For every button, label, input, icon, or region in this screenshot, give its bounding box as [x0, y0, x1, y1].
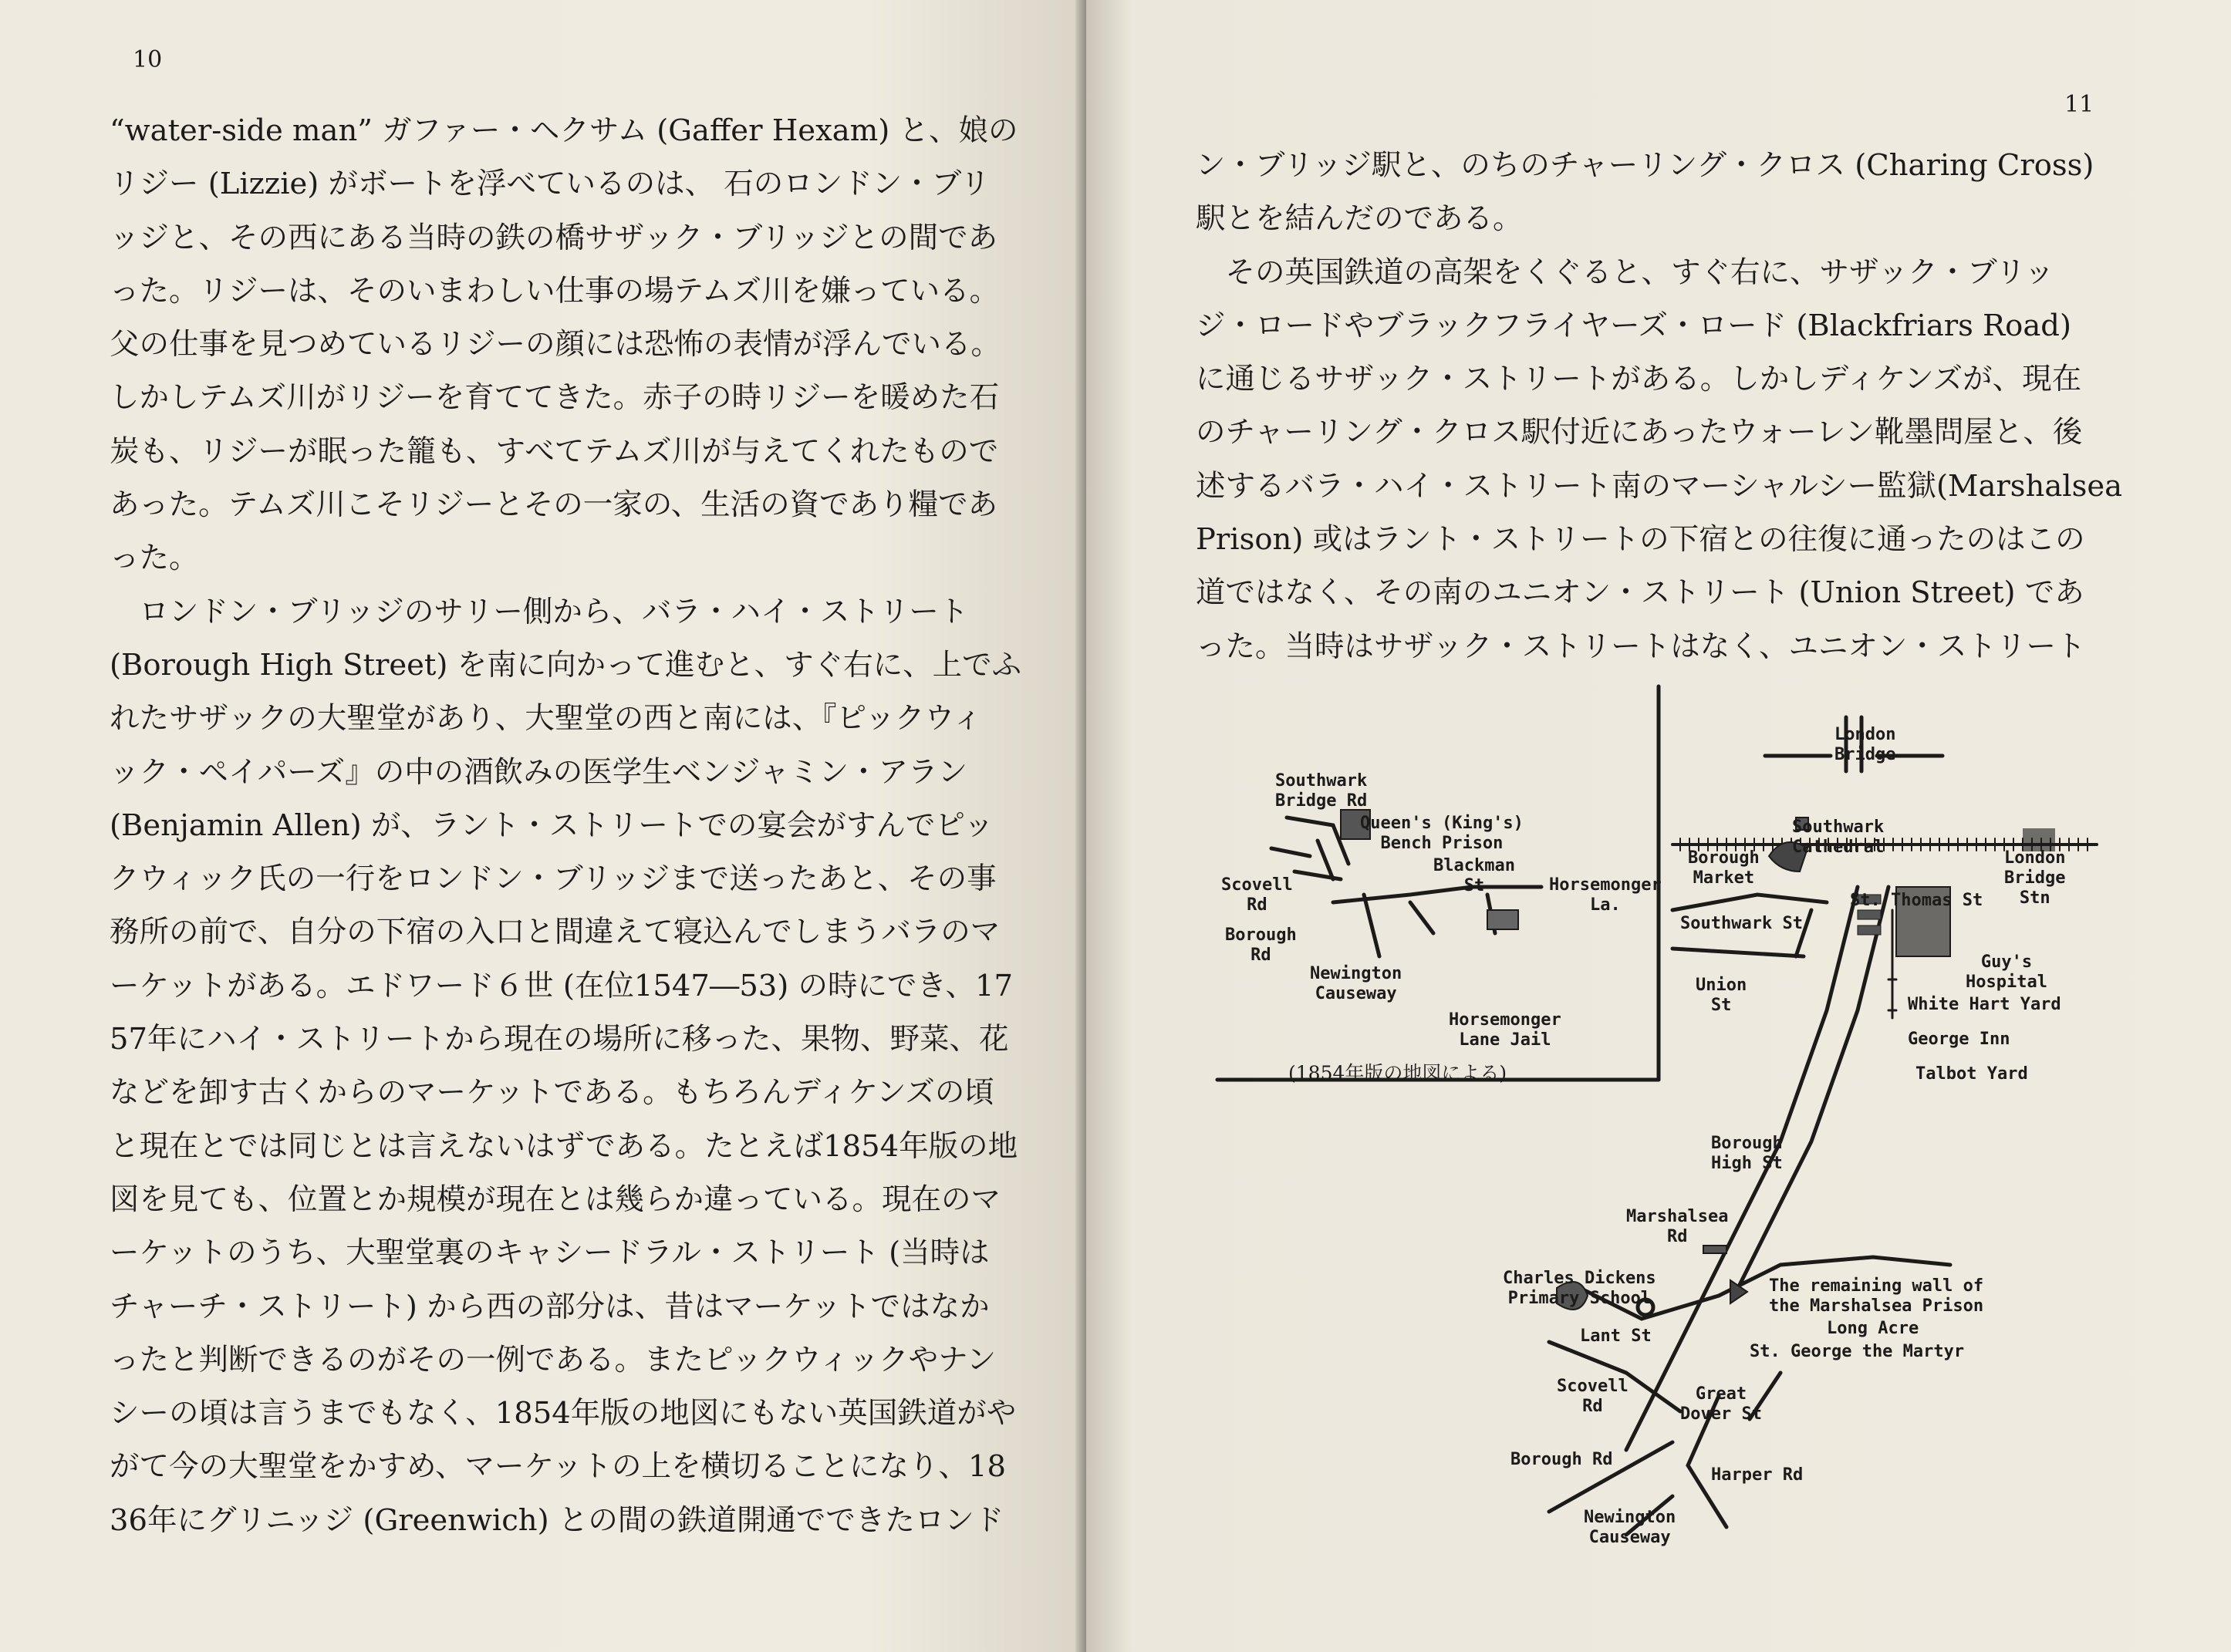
text-line: 36年にグリニッジ (Greenwich) との間の鉄道開通でできたロンド — [110, 1502, 1004, 1538]
right-page — [1086, 0, 2231, 1652]
text-line: (Borough High Street) を南に向かって進むと、すぐ右に、上でふ — [110, 647, 1022, 683]
map-label-newington-causeway-top — [1310, 964, 1402, 1004]
text-line: (Benjamin Allen) が、ラント・ストリートでの宴会がすんでピッ — [110, 807, 994, 843]
text-line: ジ・ロードやブラックフライヤーズ・ロード (Blackfriars Road) — [1196, 308, 2071, 343]
text-line: Prison) 或はラント・ストリートの下宿との往復に通ったのはこの — [1196, 522, 2085, 558]
left-body-text — [110, 104, 1021, 1547]
map-label-st-george — [1750, 1342, 1964, 1362]
map-label-great-dover-st — [1680, 1384, 1762, 1424]
map-label-line: Southwark St — [1680, 914, 1803, 933]
map-label-line: Union — [1696, 976, 1747, 995]
map-label-line: Guy's — [1980, 952, 2033, 972]
map-label-borough-high-st — [1711, 1134, 1783, 1174]
map-label-lant-st — [1580, 1327, 1652, 1347]
map-label-line: Borough — [1688, 848, 1760, 868]
text-line: った。 — [110, 541, 199, 576]
map-label-line: St. George the Martyr — [1750, 1342, 1965, 1361]
text-line: った。当時はサザック・ストリートはなく、ユニオン・ストリート — [1196, 629, 2086, 664]
map-label-line: George Inn — [1908, 1030, 2010, 1049]
map-label-line: Bridge Rd — [1275, 791, 1368, 811]
map-label-line: Talbot Yard — [1915, 1064, 2028, 1084]
map-label-line: Horsemonger — [1549, 875, 1662, 895]
text-line: 駅とを結んだのである。 — [1196, 201, 1523, 237]
text-line: 57年にハイ・ストリートから現在の場所に移った、果物、野菜、花 — [110, 1022, 1009, 1057]
map-label-line: Borough — [1225, 925, 1297, 945]
text-line: れたサザックの大聖堂があり、大聖堂の西と南には、『ピックウィ — [110, 701, 983, 737]
map-label-line: La. — [1589, 895, 1621, 915]
map-label-line: The remaining wall of — [1769, 1276, 1984, 1296]
map-label-line: Newington — [1584, 1508, 1676, 1527]
map-label-southwark-st — [1680, 914, 1803, 934]
text-line: がて今の大聖堂をかすめ、マーケットの上を横切ることになり、18 — [110, 1449, 1007, 1485]
map-label-line: Stn — [2019, 888, 2050, 908]
text-line: 務所の前で、自分の下宿の入口と間違えて寝込んでしまうバラのマ — [110, 915, 1001, 950]
map-label-dickens-school — [1503, 1269, 1656, 1309]
map-label-line: Causeway — [1315, 984, 1397, 1003]
map-label-borough-market — [1688, 848, 1760, 888]
text-line: 述するバラ・ハイ・ストリート南のマーシャルシー監獄(Marshalsea — [1196, 468, 2123, 504]
map-label-london-bridge-stn — [2004, 848, 2065, 909]
text-line: ン・ブリッジ駅と、のちのチャーリング・クロス (Charing Cross) — [1196, 148, 2094, 183]
map-label-line: St — [1463, 876, 1485, 895]
map-label-line: Southwark — [1275, 771, 1368, 791]
map-label-line: Hospital — [1966, 973, 2047, 992]
map-label-line: Bench Prison — [1380, 834, 1504, 853]
map-label-line: High St — [1711, 1154, 1783, 1173]
text-line: ロンドン・ブリッジのサリー側から、バラ・ハイ・ストリート — [110, 594, 969, 629]
map-label-line: Borough — [1711, 1134, 1783, 1153]
text-line: 炭も、リジーが眠った籠も、すべてテムズ川が与えてくれたもので — [110, 433, 999, 469]
map-label-line: Rd — [1251, 946, 1271, 965]
map-figure — [1086, 679, 2231, 1643]
map-label-horsemonger-la — [1549, 875, 1662, 915]
map-label-line: the Marshalsea Prison — [1769, 1296, 1984, 1316]
map-label-harper-rd — [1711, 1465, 1803, 1485]
text-line: に通じるサザック・ストリートがある。しかしディケンズが、現在 — [1196, 362, 2082, 397]
map-label-scovell-rd-bottom — [1557, 1377, 1629, 1417]
map-label-southwark-cathedral — [1792, 818, 1884, 858]
map-label-line: Lane Jail — [1459, 1030, 1551, 1050]
map-label-line: Scovell — [1221, 875, 1293, 895]
left-page — [0, 0, 1086, 1652]
right-body-text — [1196, 139, 2122, 673]
map-label-line: Rd — [1666, 1227, 1688, 1246]
text-line: と現在とでは同じとは言えないはずである。たとえば1854年版の地 — [110, 1128, 1018, 1164]
left-page-number: 10 — [133, 46, 163, 73]
map-label-line: London — [1834, 725, 1896, 744]
map-label-southwark-bridge-rd — [1275, 771, 1367, 811]
map-label-guys-hospital — [1966, 952, 2047, 993]
map-label-line: Queen's (King's) — [1360, 814, 1524, 833]
map-label-line: Newington — [1310, 964, 1402, 983]
map-label-line: Cathedral — [1792, 838, 1885, 857]
text-line: “water-side man” ガファー・ヘクサム (Gaffer Hexam) と、娘の — [110, 113, 1018, 148]
map-label-newington-causeway-bottom — [1584, 1508, 1676, 1548]
text-line: などを卸す古くからのマーケットである。もちろんディケンズの頃 — [110, 1075, 994, 1111]
text-line: しかしテムズ川がリジーを育ててきた。赤子の時リジーを暖めた石 — [110, 380, 1000, 416]
map-label-remaining-wall — [1769, 1276, 1983, 1317]
map-label-union-st — [1696, 976, 1747, 1016]
text-line: その英国鉄道の高架をくぐると、すぐ右に、サザック・ブリッ — [1196, 255, 2054, 290]
text-line: ック・ペイパーズ』の中の酒飲みの医学生ベンジャミン・アラン — [110, 754, 968, 790]
map-label-london-bridge — [1834, 725, 1895, 765]
text-line: クウィック氏の一行をロンドン・ブリッジまで送ったあと、その事 — [110, 861, 997, 897]
right-page-number: 11 — [2064, 91, 2094, 118]
map-label-line: White Hart Yard — [1908, 995, 2061, 1014]
map-label-line: Bridge — [1834, 745, 1896, 764]
text-line: 道ではなく、その南のユニオン・ストリート (Union Street) であ — [1196, 575, 2084, 611]
map-label-long-acre — [1827, 1319, 1919, 1339]
map-label-line: Lant St — [1580, 1327, 1652, 1346]
text-line: ーケットのうち、大聖堂裏のキャシードラル・ストリート (当時は — [110, 1236, 990, 1271]
map-label-line: Rd — [1247, 895, 1267, 915]
text-line: った。リジーは、そのいまわしい仕事の場テムズ川を嫌っている。 — [110, 273, 1000, 308]
map-label-borough-rd-bottom — [1510, 1450, 1612, 1470]
text-line: ッジと、その西にある当時の鉄の橋サザック・ブリッジとの間であ — [110, 220, 998, 255]
map-label-borough-rd-top — [1225, 925, 1297, 966]
map-label-line: Bridge — [2004, 868, 2066, 888]
map-label-talbot-yard — [1915, 1064, 2028, 1084]
map-label-scovell-rd-top — [1221, 875, 1293, 915]
map-label-white-hart-yard — [1908, 995, 2061, 1015]
map-label-line: Great — [1695, 1384, 1747, 1404]
text-line: チャーチ・ストリート) から西の部分は、昔はマーケットではなか — [110, 1289, 990, 1324]
map-label-line: Horsemonger — [1449, 1010, 1561, 1030]
map-label-george-inn — [1908, 1030, 2010, 1050]
map-label-line: Southwark — [1792, 818, 1885, 837]
map-label-st-thomas-st — [1850, 891, 1983, 911]
map-label-line: Blackman — [1433, 856, 1515, 875]
text-line: シーの頃は言うまでもなく、1854年版の地図にもない英国鉄道がや — [110, 1396, 1017, 1431]
map-label-line: Market — [1693, 868, 1755, 888]
text-line: 図を見ても、位置とか規模が現在とは幾らか違っている。現在のマ — [110, 1182, 1001, 1217]
map-label-line: London — [2004, 848, 2066, 868]
text-line: リジー (Lizzie) がボートを浮べているのは、 石のロンドン・ブリ — [110, 167, 991, 202]
map-label-marshalsea-rd — [1626, 1207, 1728, 1247]
text-line: ったと判断できるのがその一例である。またピックウィックやナン — [110, 1342, 997, 1377]
map-label-line: Primary School — [1507, 1289, 1652, 1308]
map-label-horsemonger-jail — [1449, 1010, 1561, 1050]
text-line: のチャーリング・クロス駅付近にあったウォーレン靴墨問屋と、後 — [1196, 415, 2083, 450]
map-label-line: St. Thomas St — [1850, 891, 1983, 910]
map-label-queens-bench — [1360, 814, 1524, 854]
text-line: 父の仕事を見つめているリジーの顔には恐怖の表情が浮んでいる。 — [110, 327, 1001, 362]
map-label-blackman-st — [1433, 856, 1515, 896]
text-line: ーケットがある。エドワード６世 (在位1547―53) の時にでき、17 — [110, 968, 1014, 1003]
map-label-line: Long Acre — [1827, 1319, 1919, 1338]
map-label-line: Charles Dickens — [1503, 1269, 1656, 1288]
map-label-line: Marshalsea — [1626, 1207, 1729, 1226]
map-label-line: St — [1710, 996, 1732, 1015]
map-label-line: Scovell — [1557, 1377, 1629, 1396]
map-caption: (1854年版の地図による) — [1288, 1062, 1507, 1084]
map-label-line: Causeway — [1588, 1528, 1671, 1547]
map-label-line: Harper Rd — [1711, 1465, 1804, 1485]
map-label-line: Dover St — [1680, 1404, 1762, 1424]
map-label-line: Borough Rd — [1510, 1450, 1613, 1469]
map-label-line: Rd — [1582, 1397, 1603, 1416]
text-line: あった。テムズ川こそリジーとその一家の、生活の資であり糧であ — [110, 487, 998, 523]
